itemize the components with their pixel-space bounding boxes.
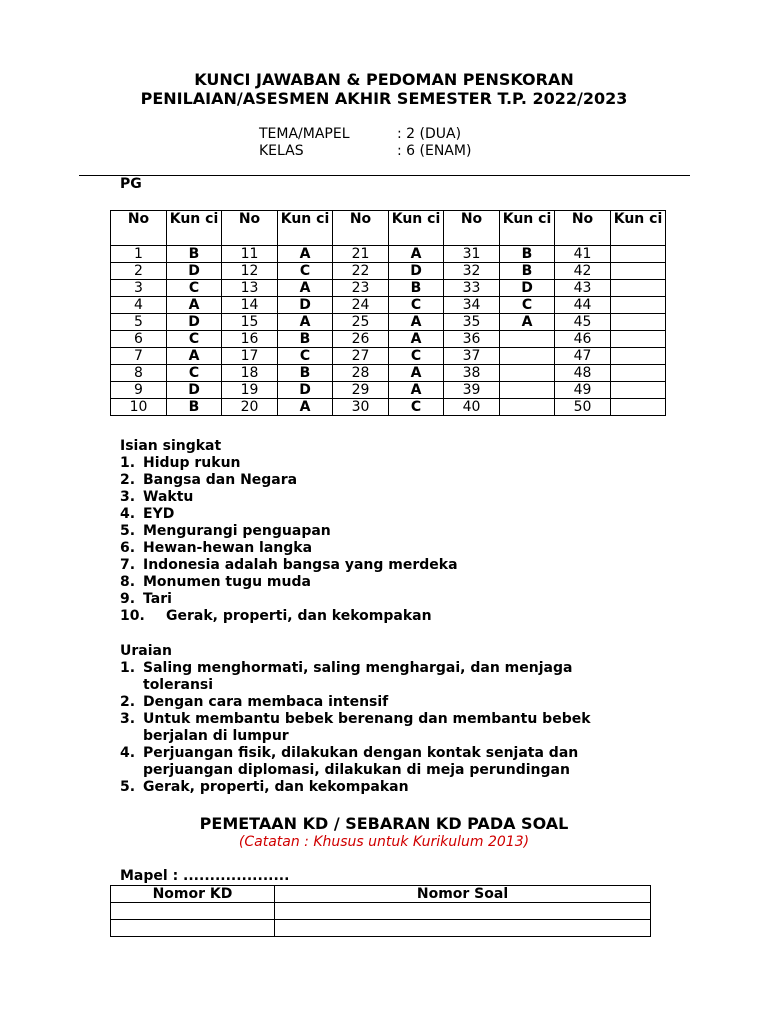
meta-kelas-value: : 6 (ENAM) (397, 143, 472, 159)
col-no: No (333, 211, 389, 246)
number-cell: 17 (222, 348, 278, 365)
col-no: No (111, 211, 167, 246)
answer-cell: A (167, 348, 222, 365)
kd-header (111, 886, 651, 903)
number-cell: 48 (555, 365, 611, 382)
number-cell: 9 (111, 382, 167, 399)
list-item-number: 1. (120, 660, 136, 676)
number-cell: 31 (444, 246, 500, 263)
list-item (120, 540, 680, 557)
list-item-text: Dengan cara membaca intensif (143, 694, 389, 710)
table-row (111, 348, 666, 365)
answer-cell: A (389, 365, 444, 382)
number-cell: 5 (111, 314, 167, 331)
answer-cell: A (389, 382, 444, 399)
table-row (111, 365, 666, 382)
number-cell: 29 (333, 382, 389, 399)
number-cell: 40 (444, 399, 500, 416)
answer-cell: B (278, 365, 333, 382)
number-cell: 41 (555, 246, 611, 263)
number-cell: 15 (222, 314, 278, 331)
number-cell: 11 (222, 246, 278, 263)
table-row (111, 331, 666, 348)
table-row (111, 246, 666, 263)
kd-row (111, 920, 651, 937)
number-cell: 49 (555, 382, 611, 399)
kd-cell[interactable] (111, 903, 275, 920)
number-cell: 2 (111, 263, 167, 280)
number-cell: 24 (333, 297, 389, 314)
list-item-text: Hewan-hewan langka (143, 540, 313, 556)
col-no: No (222, 211, 278, 246)
list-item-text: Tari (143, 591, 172, 607)
col-kunci: Kun ci (278, 211, 333, 246)
number-cell: 43 (555, 280, 611, 297)
list-item-number: 6. (120, 540, 136, 556)
answer-cell: A (500, 314, 555, 331)
number-cell: 19 (222, 382, 278, 399)
answer-cell: C (389, 399, 444, 416)
kd-row (111, 903, 651, 920)
answer-key-body (111, 246, 666, 416)
answer-cell: A (389, 314, 444, 331)
answer-cell: D (167, 382, 222, 399)
list-item (120, 608, 680, 625)
answer-cell: A (389, 246, 444, 263)
answer-cell: B (167, 246, 222, 263)
number-cell: 37 (444, 348, 500, 365)
number-cell: 47 (555, 348, 611, 365)
answer-cell: C (278, 348, 333, 365)
list-item (120, 489, 680, 506)
number-cell: 13 (222, 280, 278, 297)
number-cell: 23 (333, 280, 389, 297)
pemetaan-title: PEMETAAN KD / SEBARAN KD PADA SOAL (199, 814, 569, 833)
meta-tema (259, 126, 461, 143)
number-cell: 21 (333, 246, 389, 263)
table-row (111, 382, 666, 399)
list-item-number: 4. (120, 506, 136, 522)
answer-cell: B (167, 399, 222, 416)
list-item (120, 591, 680, 608)
col-no: No (555, 211, 611, 246)
list-item-text: Saling menghormati, saling menghargai, dan menjaga toleransi (143, 660, 573, 693)
number-cell: 3 (111, 280, 167, 297)
number-cell: 14 (222, 297, 278, 314)
answer-cell: D (389, 263, 444, 280)
list-item-text: Gerak, properti, dan kekompakan (166, 608, 432, 624)
list-item-number: 5. (120, 523, 136, 539)
soal-cell[interactable] (275, 903, 651, 920)
col-kunci: Kun ci (611, 211, 666, 246)
number-cell: 25 (333, 314, 389, 331)
meta-kelas-label: KELAS (259, 143, 304, 159)
answer-cell (611, 263, 666, 280)
list-item-text: Untuk membantu bebek berenang dan membantu bebek berjalan di lumpur (143, 711, 591, 744)
answer-cell (500, 365, 555, 382)
number-cell: 46 (555, 331, 611, 348)
number-cell: 6 (111, 331, 167, 348)
list-item-number: 3. (120, 489, 136, 505)
answer-cell: D (278, 297, 333, 314)
answer-cell: A (278, 246, 333, 263)
answer-cell: C (389, 348, 444, 365)
number-cell: 18 (222, 365, 278, 382)
list-item-text: Bangsa dan Negara (143, 472, 298, 488)
answer-cell (611, 280, 666, 297)
col-nomor-kd: Nomor KD (111, 886, 275, 903)
col-kunci: Kun ci (500, 211, 555, 246)
list-item (120, 660, 640, 694)
list-item (120, 745, 640, 779)
doc-title-line2: PENILAIAN/ASESMEN AKHIR SEMESTER T.P. 2022/2023 (140, 89, 628, 108)
pg-heading: PG (120, 176, 142, 192)
number-cell: 16 (222, 331, 278, 348)
uraian-list (120, 660, 640, 796)
list-item-number: 10. (120, 608, 145, 624)
number-cell: 4 (111, 297, 167, 314)
answer-cell: A (167, 297, 222, 314)
col-kunci: Kun ci (389, 211, 444, 246)
list-item (120, 455, 680, 472)
answer-cell: D (167, 263, 222, 280)
list-item (120, 557, 680, 574)
answer-cell: C (389, 297, 444, 314)
answer-cell (500, 399, 555, 416)
answer-cell: B (389, 280, 444, 297)
answer-cell (611, 399, 666, 416)
answer-cell: D (167, 314, 222, 331)
list-item (120, 711, 640, 745)
number-cell: 1 (111, 246, 167, 263)
number-cell: 38 (444, 365, 500, 382)
answer-cell: D (500, 280, 555, 297)
doc-title-line1: KUNCI JAWABAN & PEDOMAN PENSKORAN (194, 70, 574, 89)
number-cell: 33 (444, 280, 500, 297)
list-item-number: 5. (120, 779, 136, 795)
isian-heading: Isian singkat (120, 438, 222, 454)
mapel-label: Mapel : .................... (120, 868, 290, 884)
meta-kelas (259, 143, 471, 160)
number-cell: 45 (555, 314, 611, 331)
meta-tema-label: TEMA/MAPEL (259, 126, 350, 142)
number-cell: 50 (555, 399, 611, 416)
col-nomor-soal: Nomor Soal (275, 886, 651, 903)
table-row (111, 263, 666, 280)
answer-cell (500, 382, 555, 399)
number-cell: 39 (444, 382, 500, 399)
number-cell: 30 (333, 399, 389, 416)
list-item-number: 9. (120, 591, 136, 607)
isian-list (120, 455, 680, 625)
list-item (120, 523, 680, 540)
answer-cell: B (278, 331, 333, 348)
number-cell: 35 (444, 314, 500, 331)
answer-cell (611, 348, 666, 365)
col-kunci: Kun ci (167, 211, 222, 246)
number-cell: 10 (111, 399, 167, 416)
number-cell: 12 (222, 263, 278, 280)
kd-table (110, 885, 651, 937)
answer-cell (500, 331, 555, 348)
list-item-number: 2. (120, 694, 136, 710)
answer-cell: C (500, 297, 555, 314)
list-item (120, 779, 640, 796)
col-no: No (444, 211, 500, 246)
number-cell: 36 (444, 331, 500, 348)
answer-cell: C (278, 263, 333, 280)
table-row (111, 280, 666, 297)
answer-cell (611, 331, 666, 348)
answer-cell: B (500, 263, 555, 280)
list-item-number: 8. (120, 574, 136, 590)
answer-key-header (111, 211, 666, 246)
list-item (120, 574, 680, 591)
answer-cell (611, 382, 666, 399)
soal-cell[interactable] (275, 920, 651, 937)
answer-cell (500, 348, 555, 365)
list-item-text: EYD (143, 506, 175, 522)
uraian-heading: Uraian (120, 643, 172, 659)
answer-cell: B (500, 246, 555, 263)
answer-cell: C (167, 365, 222, 382)
meta-tema-value: : 2 (DUA) (397, 126, 462, 142)
table-row (111, 297, 666, 314)
list-item-text: Hidup rukun (143, 455, 241, 471)
list-item-text: Perjuangan fisik, dilakukan dengan kontak senjata dan perjuangan diplomasi, dilakukan di meja perundingan (143, 745, 579, 778)
number-cell: 8 (111, 365, 167, 382)
number-cell: 7 (111, 348, 167, 365)
list-item-text: Monumen tugu muda (143, 574, 311, 590)
list-item (120, 694, 640, 711)
number-cell: 32 (444, 263, 500, 280)
number-cell: 20 (222, 399, 278, 416)
number-cell: 26 (333, 331, 389, 348)
table-row (111, 399, 666, 416)
answer-key-table (110, 210, 666, 416)
answer-cell (611, 365, 666, 382)
list-item-number: 3. (120, 711, 136, 727)
answer-cell: A (389, 331, 444, 348)
answer-cell (611, 246, 666, 263)
list-item (120, 472, 680, 489)
answer-cell (611, 297, 666, 314)
list-item-text: Mengurangi penguapan (143, 523, 331, 539)
list-item-text: Indonesia adalah bangsa yang merdeka (143, 557, 458, 573)
answer-cell: C (167, 280, 222, 297)
number-cell: 28 (333, 365, 389, 382)
list-item-number: 2. (120, 472, 136, 488)
number-cell: 27 (333, 348, 389, 365)
answer-cell: D (278, 382, 333, 399)
list-item-number: 1. (120, 455, 136, 471)
number-cell: 22 (333, 263, 389, 280)
list-item-text: Waktu (143, 489, 194, 505)
number-cell: 34 (444, 297, 500, 314)
kd-cell[interactable] (111, 920, 275, 937)
answer-cell: A (278, 399, 333, 416)
divider (79, 175, 690, 176)
answer-cell (611, 314, 666, 331)
number-cell: 44 (555, 297, 611, 314)
number-cell: 42 (555, 263, 611, 280)
list-item-number: 7. (120, 557, 136, 573)
pemetaan-note: (Catatan : Khusus untuk Kurikulum 2013) (238, 834, 530, 850)
list-item-number: 4. (120, 745, 136, 761)
list-item-text: Gerak, properti, dan kekompakan (143, 779, 409, 795)
answer-cell: A (278, 280, 333, 297)
answer-cell: C (167, 331, 222, 348)
list-item (120, 506, 680, 523)
table-row (111, 314, 666, 331)
answer-cell: A (278, 314, 333, 331)
